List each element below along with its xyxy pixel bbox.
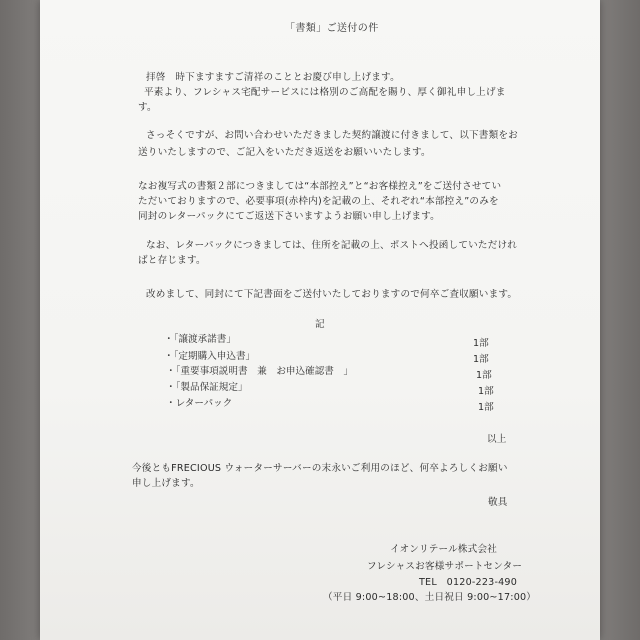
paragraph-1-line-2: 送りいたしますので、ご記入をいただき返送をお願いいたします。 xyxy=(138,147,431,158)
paragraph-3-line-1: なお、レターパックにつきましては、住所を記載の上、ポストへ投函していただけれ xyxy=(146,240,518,251)
paragraph-2-line-3: 同封のレターパックにてご返送下さいますようお願い申し上げます。 xyxy=(138,211,440,222)
sender-phone: TEL 0120-223-490 xyxy=(419,577,518,588)
paragraph-1-line-1: さっそくですが、お問い合わせいただきました契約譲渡に付きまして、以下書類をお xyxy=(146,130,518,141)
sender-hours: （平日 9:00~18:00、土日祝日 9:00~17:00） xyxy=(323,592,537,603)
greeting-line-2: 平素より、フレシャス宅配サービスには格別のご高配を賜り、厚く御礼申し上げま xyxy=(144,87,506,98)
enclosure-item-3-qty: 1部 xyxy=(476,370,492,381)
sender-support-center: フレシャスお客様サポートセンター xyxy=(367,561,523,572)
document-title: 「書類」ご送付の件 xyxy=(285,23,379,34)
closing-line-2: 申し上げます。 xyxy=(132,478,200,489)
paragraph-3-line-2: ばと存じます。 xyxy=(138,255,206,266)
enclosure-item-5-qty: 1部 xyxy=(478,402,494,413)
enclosure-item-4: ・「製品保証規定」 xyxy=(166,382,248,393)
paragraph-2-line-2: ただいておりますので、必要事項(赤枠内)を記載の上、それぞれ“本部控え”のみを xyxy=(138,196,499,207)
keigu-sign-off: 敬具 xyxy=(488,497,508,508)
sender-company: イオンリテール株式会社 xyxy=(390,544,498,555)
enclosure-item-5: ・レターパック xyxy=(166,398,233,409)
paragraph-2-line-1: なお複写式の書類２部につきましては“本部控え”と“お客様控え”をご送付させてい xyxy=(138,181,502,192)
enclosure-item-3: ・「重要事項説明書 兼 お申込確認書 」 xyxy=(166,366,354,377)
enclosure-item-1: ・「譲渡承諾書」 xyxy=(164,334,236,345)
greeting-line-3: す。 xyxy=(138,102,157,113)
enclosure-item-1-qty: 1部 xyxy=(473,338,489,349)
paragraph-4: 改めまして、同封にて下記書面をご送付いたしておりますので何卒ご査収願います。 xyxy=(146,289,518,300)
ijo-closing-mark: 以上 xyxy=(487,434,507,445)
enclosure-item-2: ・「定期購入申込書」 xyxy=(164,351,256,362)
ki-heading: 記 xyxy=(315,319,325,330)
enclosure-item-4-qty: 1部 xyxy=(478,386,494,397)
closing-line-1: 今後ともFRECIOUS ウォーターサーバーの末永いご利用のほど、何卒よろしくお願い xyxy=(132,463,508,474)
enclosure-item-2-qty: 1部 xyxy=(473,354,489,365)
letter-page xyxy=(40,0,600,640)
greeting-line-1: 拝啓 時下ますますご清祥のこととお慶び申し上げます。 xyxy=(146,72,400,83)
